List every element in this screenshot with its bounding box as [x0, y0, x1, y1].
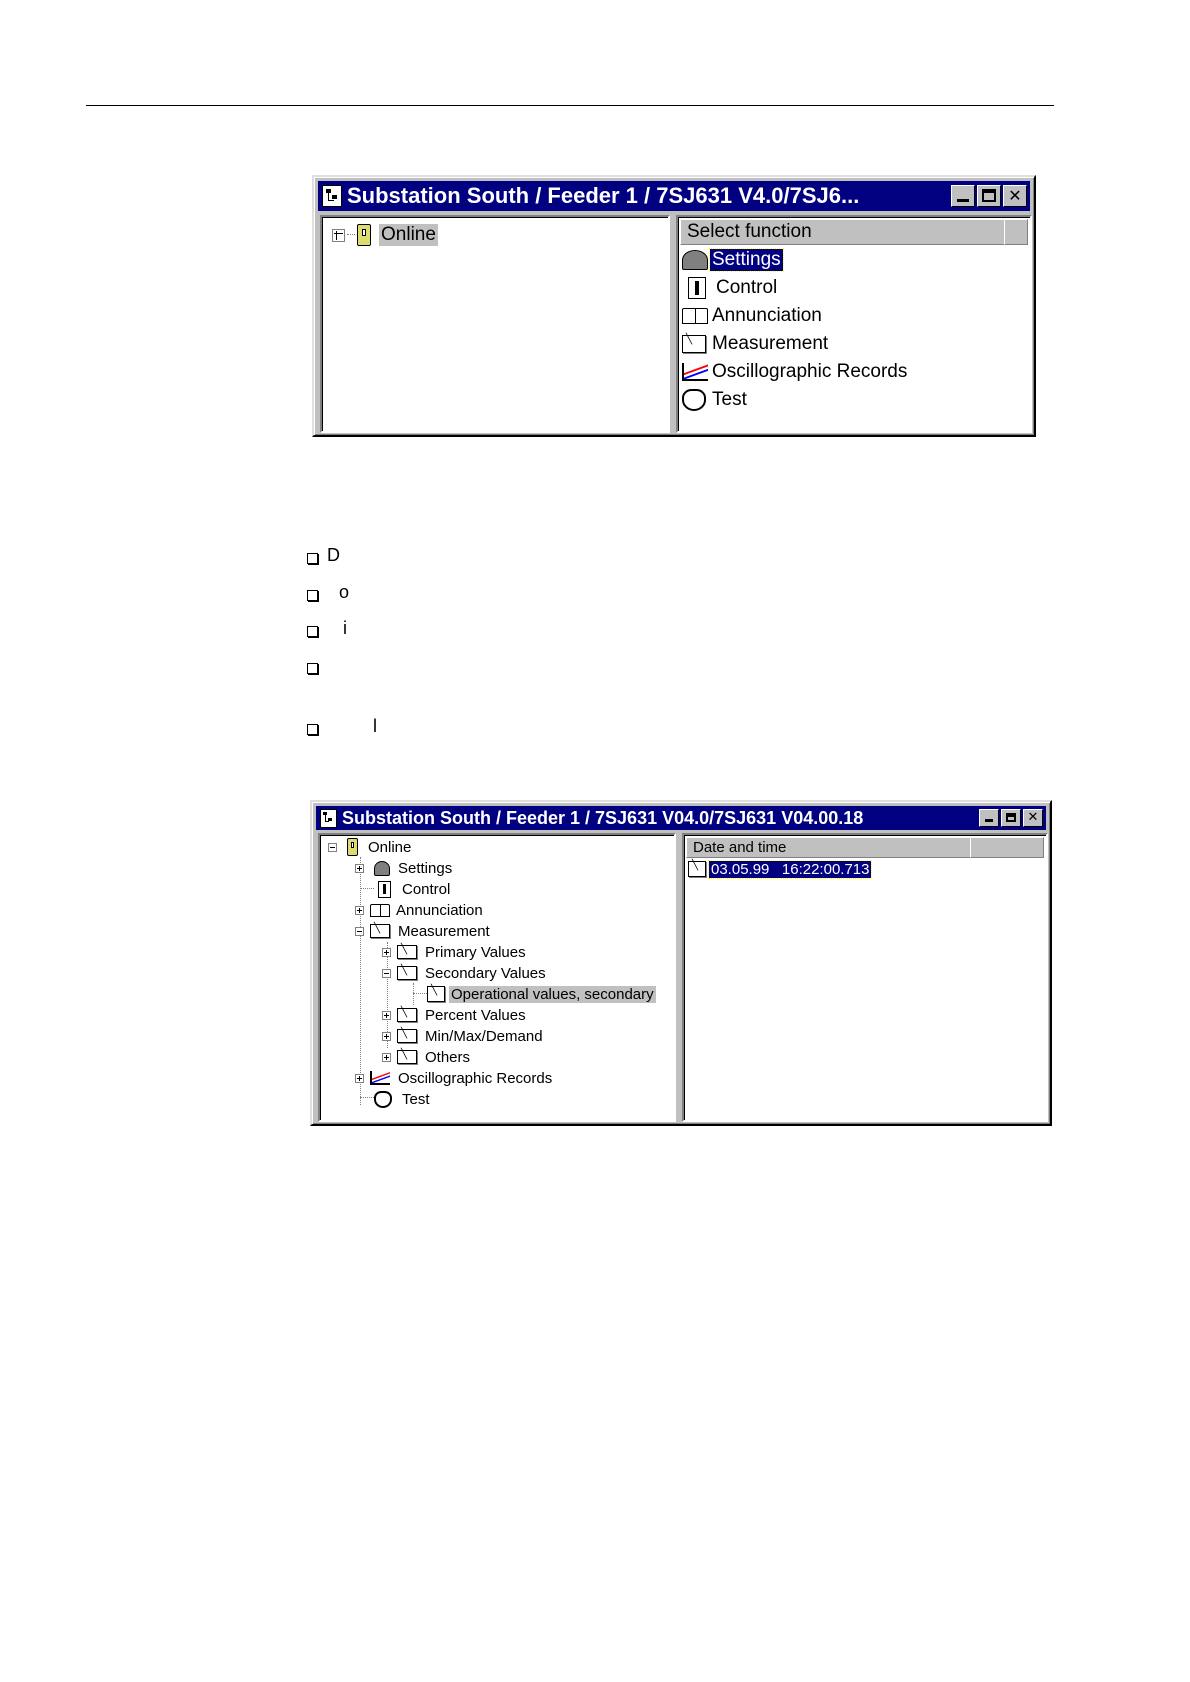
tree-item-label: Others: [425, 1048, 471, 1066]
app-tree-icon: [322, 185, 342, 207]
tree-item-percent-values[interactable]: [382, 1005, 528, 1025]
tree-item-oscillographic[interactable]: [355, 1068, 554, 1088]
control-icon: [688, 277, 706, 299]
expand-icon[interactable]: [382, 1011, 391, 1020]
function-item-oscillographic[interactable]: [682, 359, 909, 385]
function-item-annunciation[interactable]: [682, 303, 824, 329]
settings-icon: [682, 250, 708, 270]
column-header-spacer: [970, 837, 1044, 858]
window-title: Substation South / Feeder 1 / 7SJ631 V4.0/7SJ6...: [347, 183, 860, 208]
tree-item-measurement[interactable]: [355, 921, 492, 941]
tree-item-online[interactable]: [332, 223, 438, 247]
tree-item-label: Min/Max/Demand: [425, 1027, 543, 1045]
window-title: Substation South / Feeder 1 / 7SJ631 V04.0/7SJ631 V04.00.18: [342, 807, 864, 828]
maximize-button[interactable]: [1001, 809, 1021, 827]
oscillograph-icon: [682, 363, 708, 381]
test-icon: [682, 389, 706, 411]
measurement-icon: [397, 1008, 417, 1022]
measurement-icon: [397, 945, 417, 959]
function-label: Control: [716, 277, 778, 298]
tree-item-label: Online: [381, 224, 436, 245]
app-tree-icon: [320, 809, 337, 828]
bullet-icon: [307, 663, 318, 674]
tree-item-label: Primary Values: [425, 943, 526, 961]
expand-icon[interactable]: [355, 906, 364, 915]
bullet-icon: [307, 626, 318, 637]
expand-icon[interactable]: [355, 864, 364, 873]
header-rule: [86, 105, 1054, 106]
tree-connector: [347, 234, 355, 236]
record-list-pane[interactable]: [682, 833, 1048, 1122]
bullet-text: l: [373, 716, 377, 736]
collapse-icon[interactable]: [382, 969, 391, 978]
measurement-icon: [688, 861, 706, 877]
tree-item-min-max-demand[interactable]: [382, 1026, 545, 1046]
control-icon: [378, 881, 391, 898]
expand-icon[interactable]: [355, 1074, 364, 1083]
record-label: 03.05.99 16:22:00.713: [711, 860, 870, 878]
tree-item-label: Test: [402, 1090, 430, 1108]
measurement-icon: [427, 986, 445, 1002]
book-icon: [682, 308, 708, 324]
tree-item-label: Online: [368, 838, 412, 856]
tree-item-primary-values[interactable]: [382, 942, 528, 962]
tree-item-label: Measurement: [398, 922, 490, 940]
measurement-icon: [397, 966, 417, 980]
tree-pane[interactable]: [318, 833, 676, 1122]
tree-item-control[interactable]: [355, 879, 452, 899]
device-icon: [357, 224, 371, 246]
function-item-measurement[interactable]: [682, 331, 830, 357]
function-item-test[interactable]: [682, 387, 749, 413]
tree-item-operational-values[interactable]: [427, 984, 656, 1004]
bullet-text: D: [327, 545, 340, 565]
expand-icon[interactable]: [382, 1032, 391, 1041]
tree-item-label: Operational values, secondary: [451, 985, 654, 1003]
function-label: Settings: [712, 249, 781, 270]
function-label: Annunciation: [712, 305, 822, 326]
column-header-date-time[interactable]: Date and time: [686, 837, 972, 858]
minimize-button[interactable]: [979, 809, 999, 827]
function-item-control[interactable]: [682, 275, 779, 301]
device-icon: [347, 838, 358, 856]
column-header-spacer: [1004, 219, 1028, 245]
tree-item-settings[interactable]: [355, 858, 454, 878]
measurement-window: [310, 800, 1052, 1126]
tree-pane[interactable]: [320, 215, 670, 433]
measurement-icon: [682, 335, 706, 353]
maximize-button[interactable]: [977, 185, 1001, 207]
measurement-icon: [397, 1029, 417, 1043]
expand-icon[interactable]: [382, 948, 391, 957]
test-icon: [374, 1091, 392, 1108]
function-label: Test: [712, 389, 747, 410]
function-label: Oscillographic Records: [712, 361, 908, 382]
tree-item-label: Percent Values: [425, 1006, 526, 1024]
tree-item-secondary-values[interactable]: [382, 963, 548, 983]
function-item-settings[interactable]: [682, 247, 783, 273]
window-titlebar[interactable]: [318, 181, 1030, 211]
book-icon: [370, 904, 390, 917]
minimize-button[interactable]: [951, 185, 975, 207]
collapse-icon[interactable]: [328, 843, 337, 852]
expand-icon[interactable]: [382, 1053, 391, 1062]
function-list-pane[interactable]: [676, 215, 1032, 433]
tree-item-label: Settings: [398, 859, 453, 877]
close-button[interactable]: ✕: [1023, 809, 1043, 827]
close-button[interactable]: ✕: [1003, 185, 1027, 207]
bullet-icon: [307, 553, 318, 564]
window-titlebar[interactable]: [316, 806, 1046, 830]
tree-item-label: Control: [402, 880, 451, 898]
tree-item-label: Annunciation: [396, 901, 483, 919]
tree-item-test[interactable]: [355, 1089, 432, 1109]
tree-item-annunciation[interactable]: [355, 900, 485, 920]
tree-item-label: Secondary Values: [425, 964, 546, 982]
tree-connector: [413, 993, 427, 995]
function-select-window: [312, 175, 1036, 437]
measurement-icon: [397, 1050, 417, 1064]
tree-item-online[interactable]: [328, 837, 413, 857]
measurement-icon: [370, 924, 390, 938]
tree-item-label: Oscillographic Records: [398, 1069, 553, 1087]
bullet-icon: [307, 590, 318, 601]
bullet-text: o: [339, 582, 350, 602]
bullet-icon: [307, 724, 318, 735]
expand-icon[interactable]: [332, 229, 345, 242]
function-label: Measurement: [712, 333, 829, 354]
oscillograph-icon: [370, 1071, 390, 1085]
bullet-text: i: [343, 618, 347, 638]
record-item[interactable]: [688, 859, 871, 879]
collapse-icon[interactable]: [355, 927, 364, 936]
settings-icon: [374, 861, 390, 876]
column-header-select-function[interactable]: Select function: [680, 219, 1006, 245]
tree-item-others[interactable]: [382, 1047, 472, 1067]
